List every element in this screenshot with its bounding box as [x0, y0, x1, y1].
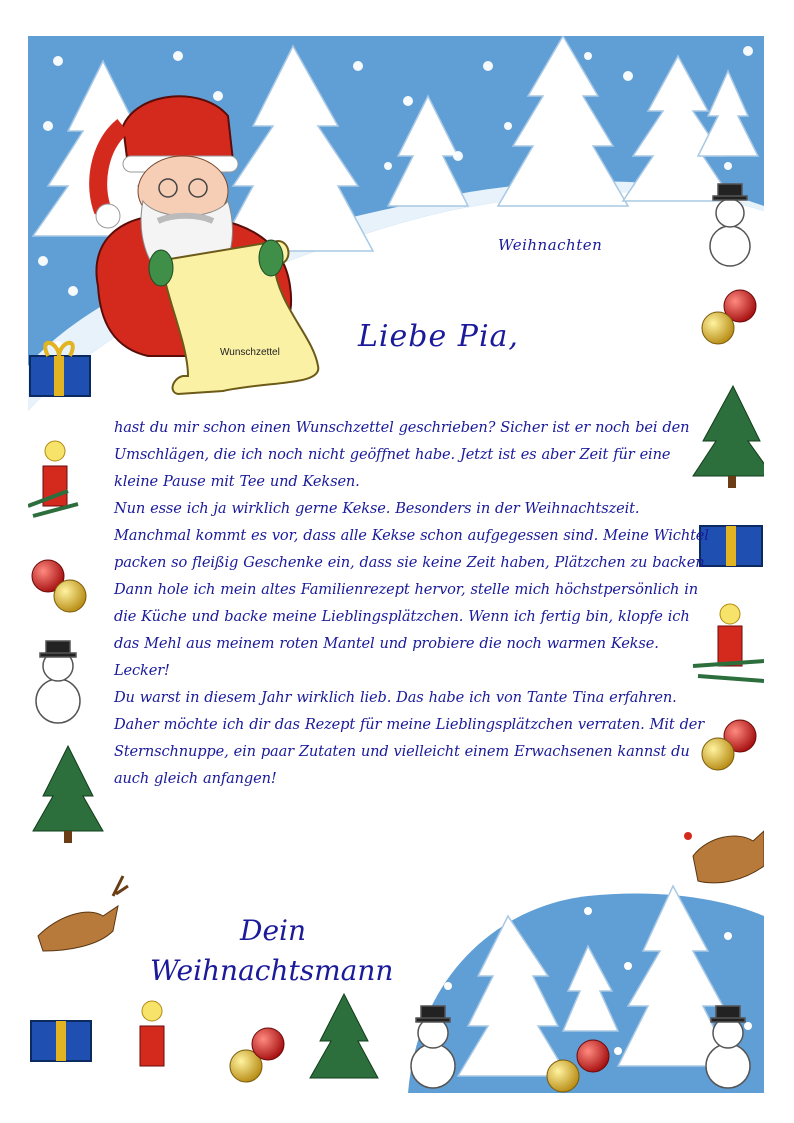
paragraph: hast du mir schon einen Wunschzettel geschrieben? Sicher ist er noch bei den Umschlägen, die ich noch nicht geöffnet habe. Jetzt ist es aber Zeit für eine kleine Pause mit Tee und Keksen. — [114, 419, 690, 490]
paragraph: Nun esse ich ja wirklich gerne Kekse. Besonders in der Weihnachtszeit. Manchmal kommt es vor, dass alle Kekse schon aufgegessen sind. Meine Wichtel packen so fleißig Geschenke ein, dass sie keine Zeit haben, Plätzchen zu backen. — [114, 500, 709, 571]
signature: Weihnachtsmann — [150, 954, 394, 987]
bottom-winter-scene — [408, 886, 764, 1093]
paragraph: Dann hole ich mein altes Familienrezept hervor, stelle mich höchstpersönlich in die Küche und backe meine Lieblingsplätzchen. Wenn ich fertig bin, klopfe ich das Mehl aus meinem roten Mantel und probiere die noch warmen Kekse. Lecker! — [114, 581, 699, 679]
letter-body — [114, 414, 709, 792]
closing-line-1: Dein — [240, 914, 307, 947]
date-line: Weihnachten — [498, 236, 603, 254]
greeting: Liebe Pia, — [358, 319, 519, 354]
wishlist-scroll-label: Wunschzettel — [220, 347, 280, 358]
letter-page — [28, 36, 764, 1093]
paragraph: Du warst in diesem Jahr wirklich lieb. Das habe ich von Tante Tina erfahren. Daher möchte ich dir das Rezept für meine Lieblingsplätzchen verraten. Mit der Sternschnuppe, ein paar Zutaten und vielleicht einem Erwachsenen kannst du auch gleich anfangen! — [114, 689, 705, 787]
